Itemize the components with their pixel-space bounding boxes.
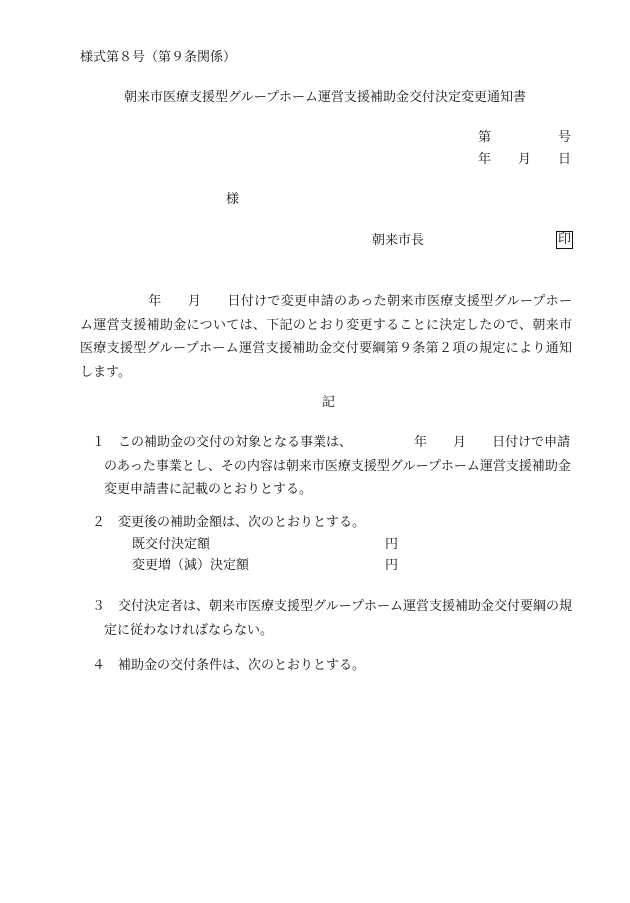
intro-text: 日付けで変更申請のあった朝来市医療支援型グループホーム運営支援補助金については、下記のとおり変更することに決定したので、朝来市医療支援型グループホーム運営支援補助金交付要綱第９条第２項の規定により通知します。 bbox=[80, 294, 572, 380]
item-3-number: ３ bbox=[92, 599, 106, 614]
item-4 bbox=[92, 656, 365, 676]
seal-mark bbox=[556, 230, 573, 250]
item-1-text-b: 日付けで申請のあった事業とし、その内容は朝来市医療支援型グループホーム運営支援補助金変更申請書に記載のとおりとする。 bbox=[104, 435, 571, 497]
date-year: 年 bbox=[478, 152, 492, 167]
item-1-month: 月 bbox=[453, 435, 467, 450]
document-title: 朝来市医療支援型グループホーム運営支援補助金交付決定変更通知書 bbox=[124, 90, 526, 105]
seal-label: 印 bbox=[558, 232, 572, 247]
item-1 bbox=[92, 431, 572, 502]
change-amount-label: 変更増（減）決定額 bbox=[132, 558, 250, 573]
number-dai: 第 bbox=[478, 130, 492, 145]
change-amount-unit: 円 bbox=[385, 558, 399, 573]
item-1-text-a: この補助金の交付の対象となる事業は、 bbox=[118, 435, 353, 450]
number-go: 号 bbox=[558, 130, 572, 145]
existing-grant-label: 既交付決定額 bbox=[132, 537, 211, 552]
item-2-number: ２ bbox=[92, 515, 106, 530]
intro-paragraph bbox=[80, 290, 572, 384]
date-month: 月 bbox=[518, 152, 532, 167]
intro-month: 月 bbox=[187, 294, 202, 309]
item-2 bbox=[92, 513, 365, 533]
existing-grant-unit: 円 bbox=[385, 537, 399, 552]
item-4-number: ４ bbox=[92, 658, 106, 673]
ki-heading: 記 bbox=[322, 395, 336, 410]
addressee-suffix: 様 bbox=[226, 192, 240, 207]
item-2-text: 変更後の補助金額は、次のとおりとする。 bbox=[118, 515, 366, 530]
item-3-text: 交付決定者は、朝来市医療支援型グループホーム運営支援補助金交付要綱の規定に従わなければならない。 bbox=[104, 599, 572, 638]
item-1-year: 年 bbox=[414, 435, 428, 450]
item-4-text: 補助金の交付条件は、次のとおりとする。 bbox=[118, 658, 366, 673]
date-day: 日 bbox=[558, 152, 572, 167]
intro-year: 年 bbox=[148, 294, 162, 309]
form-label: 様式第８号（第９条関係） bbox=[80, 50, 237, 65]
item-1-number: １ bbox=[92, 435, 106, 450]
item-3 bbox=[92, 595, 572, 642]
issuer: 朝来市長 bbox=[372, 233, 425, 248]
